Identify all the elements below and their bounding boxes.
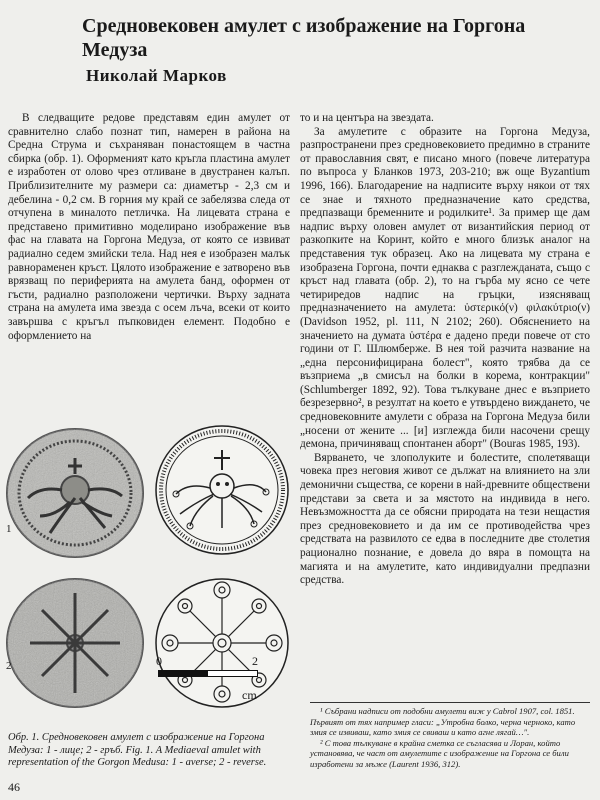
scale-bar-graphic xyxy=(158,670,258,677)
paragraph: В следващите редове представям един амулет от сравнително слабо познат тип, намерен в района на Средна Струма и съхраняван понастоящем в частна сбирка (обр. 1). Оформеният като кръгла пластина амулет е изработен от олово чрез отливане в двустранен калъп. Приблизителните му размери са: диаметър - 2,3 см и дебелина - 0,2 см. В горния му край се забелязва следа от отчупена в миналото петличка. На лицевата страна е представено примитивно моделирано изображение във фас на главата на Горгона Медуза, от която се извиват радиално седем змийски тела. Над нея е изобразен малък равнораменен кръст. Цялото изображение е затворено във врязващ по периферията на амулета банд, оформен от гъсти, радиално разположени чертички. Върху задната страна на амулета има звезда с осем лъча, всеки от които завършва с кръгъл пъпковиден елемент. Подобно е оформлението на xyxy=(8,112,290,342)
page-number: 46 xyxy=(8,780,20,794)
right-column-text xyxy=(300,112,590,588)
paragraph: За амулетите с образите на Горгона Медуза, разпространени през средновековието предимно в страните от православния свят, е писано много (повече литература по въпроса у Бланков 1973, 203-210; вж още Byzantium 1996, 166). Благодарение на надписите върху някои от тях се знае и тяхното предназначение като средства, предпазващи бременните и родилките¹. За пример ще дам надпис върху оловен амулет от византийския период от разкопките на Коринт, който е много близък аналог на представения тук образец. Ако на лицевата му страна е изобразена Горгона, почти еднаква с разглежданата, също с кръст над главата (обр. 2), то на гърба му ясно се чете четириредов надпис на гръцки, изясняващ предназначението на амулета: ὑστερικό(ν) φιλακύτριο(ν) (Davidson 1952, pl. 111, N 2102; 260). Обяснението на значението на думата ὑστέρα е дадено преди повече от сто години от Г. Шлюмберже. В нея той разчита название на „една персонифицирана болест", която трябва да се възприема „в смисъл на болки в корема, контракции" (Schlumberger 1892, 92). Това тълкуване днес е възприето безрезервно², в резултат на което е утвърдено виждането, че средновековните амулети с образа на Горгона Медуза били „носени от жените ... [и] изглежда били насочени срещу демона, причиняващ спонтанен аборт" (Bouras 1985, 193). xyxy=(300,125,590,451)
left-column-text xyxy=(8,112,290,343)
amulet-drawings xyxy=(0,398,300,728)
paragraph: Вярването, че злополуките и болестите, сполетяващи човека през неговия живот се дължат на влиянието на зли демонични същества, се корени в най-древните обществени представи за света и за мястото на индивида в него. Невъзможността да се обясни природата на тези нещастия през средновековието и да им се противодейства чрез средствата на развилото се едва в последните две столетия рационално познание, е довела до вяра в помощта на магията и на амулетите, като индивидуални предпазни средства. xyxy=(300,451,590,587)
scale-label-start: 0 xyxy=(156,654,162,668)
footnotes xyxy=(310,702,590,770)
footnote: ² С това тълкуване в крайна сметка се съгласява и Лоран, който установява, че част от амулетите с изображение на Горгона се били изработени за мъже (Laurent 1936, 312). xyxy=(310,737,569,769)
amulet-obverse-drawing xyxy=(156,426,288,554)
figure-label-2: 2 xyxy=(6,660,12,672)
amulet-reverse-photo xyxy=(7,579,143,707)
article-author: Николай Марков xyxy=(86,66,227,85)
footnote: ¹ Събрани надписи от подобни амулети виж у Cabrol 1907, col. 1851. Първият от тях например гласи: „Утробна болко, черна черноко, като змия се извиваш, като змия се свиваш и като агне лягай…". xyxy=(310,706,576,738)
amulet-obverse-photo xyxy=(7,429,143,557)
amulet-figure xyxy=(0,398,300,728)
scale-unit: cm xyxy=(242,688,257,702)
figure-label-1: 1 xyxy=(6,523,12,535)
scale-label-end: 2 xyxy=(252,654,258,668)
paragraph: то и на центъра на звездата. xyxy=(300,112,434,124)
figure-caption: Обр. 1. Средновековен амулет с изображение на Горгона Медуза: 1 - лице; 2 - гръб. Fig. 1. A Mediaeval amulet with representation of the Gorgon Medusa: 1 - averse; 2 - reverse. xyxy=(8,732,267,768)
article-title: Средновековен амулет с изображение на Горгона Медуза xyxy=(82,15,526,61)
amulet-reverse-drawing xyxy=(156,579,288,707)
